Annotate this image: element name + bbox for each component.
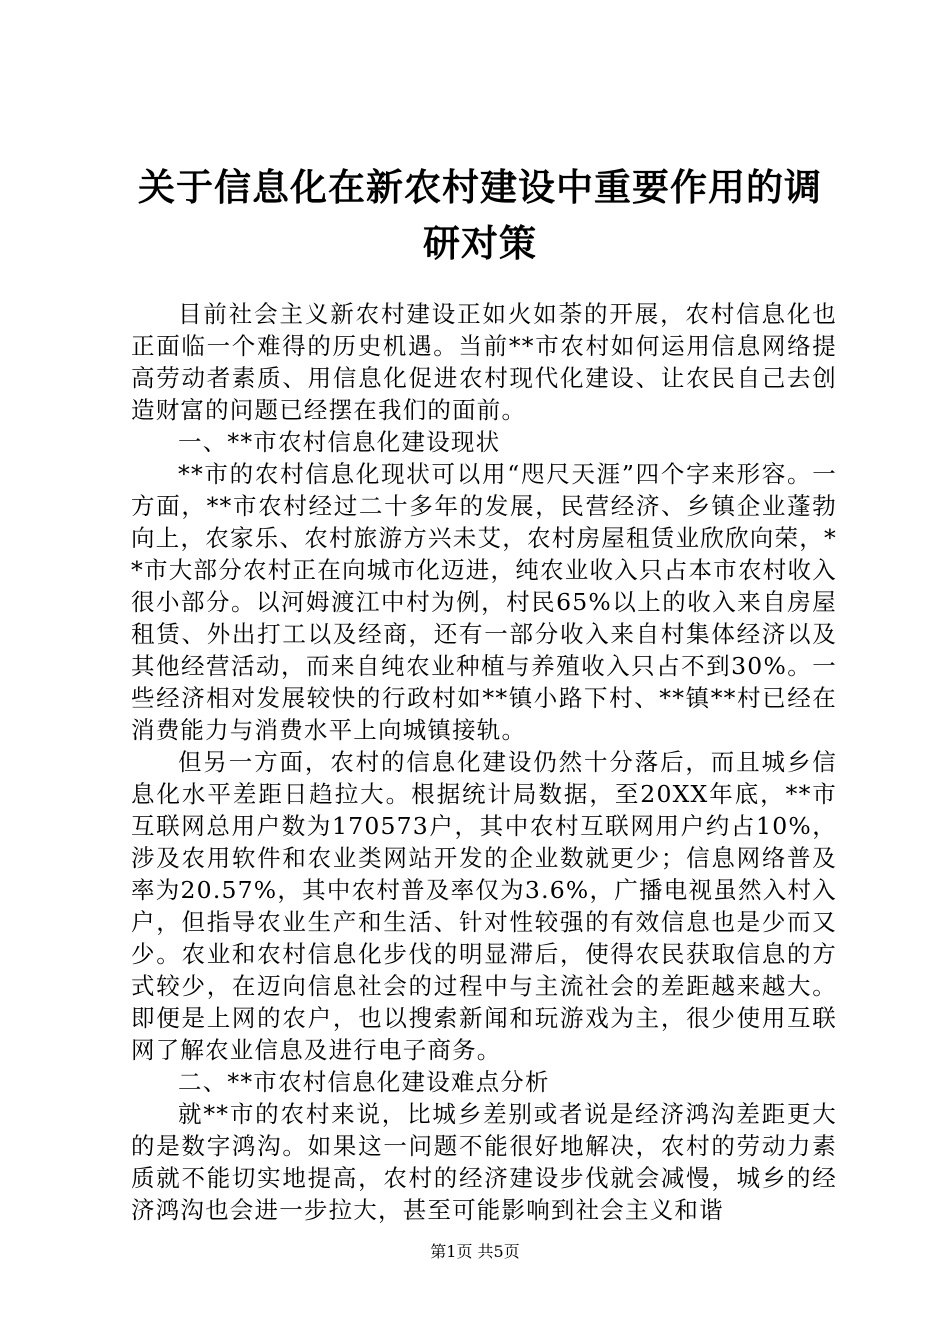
- intro-paragraph: 目前社会主义新农村建设正如火如荼的开展，农村信息化也正面临一个难得的历史机遇。当前**市农村如何运用信息网络提高劳动者素质、用信息化促进农村现代化建设、让农民自己去创造财富的问题已经摆在我们的面前。: [131, 300, 837, 424]
- document-title: 关于信息化在新农村建设中重要作用的调研对策: [138, 166, 822, 265]
- section-heading-2: 二、**市农村信息化建设难点分析: [178, 1068, 550, 1096]
- body-paragraph: 但另一方面，农村的信息化建设仍然十分落后，而且城乡信息化水平差距日趋拉大。根据统计局数据，至20XX年底，**市互联网总用户数为170573户，其中农村互联网用户约占10%，涉及农用软件和农业类网站开发的企业数就更少；信息网络普及率为20.57%，其中农村普及率仅为3.6%，广播电视虽然入村入户，但指导农业生产和生活、针对性较强的有效信息也是少而又少。农业和农村信息化步伐的明显滞后，使得农民获取信息的方式较少，在迈向信息社会的过程中与主流社会的差距越来越大。即便是上网的农户，也以搜索新闻和玩游戏为主，很少使用互联网了解农业信息及进行电子商务。: [131, 748, 837, 1064]
- page-number-footer: 第1页 共5页: [430, 1242, 520, 1261]
- section-heading-1: 一、**市农村信息化建设现状: [178, 428, 501, 456]
- body-paragraph: **市的农村信息化现状可以用“咫尺天涯”四个字来形容。一方面，**市农村经过二十多年的发展，民营经济、乡镇企业蓬勃向上，农家乐、农村旅游方兴未艾，农村房屋租赁业欣欣向荣，**市大部分农村正在向城市化迈进，纯农业收入只占本市农村收入很小部分。以河姆渡江中村为例，村民65%以上的收入来自房屋租赁、外出打工以及经商，还有一部分收入来自村集体经济以及其他经营活动，而来自纯农业种植与养殖收入只占不到30%。一些经济相对发展较快的行政村如**镇小路下村、**镇**村已经在消费能力与消费水平上向城镇接轨。: [131, 460, 837, 744]
- document-body: [131, 298, 837, 1226]
- body-paragraph: 就**市的农村来说，比城乡差别或者说是经济鸿沟差距更大的是数字鸿沟。如果这一问题不能很好地解决，农村的劳动力素质就不能切实地提高，农村的经济建设步伐就会减慢，城乡的经济鸿沟也会进一步拉大，甚至可能影响到社会主义和谐: [131, 1100, 837, 1224]
